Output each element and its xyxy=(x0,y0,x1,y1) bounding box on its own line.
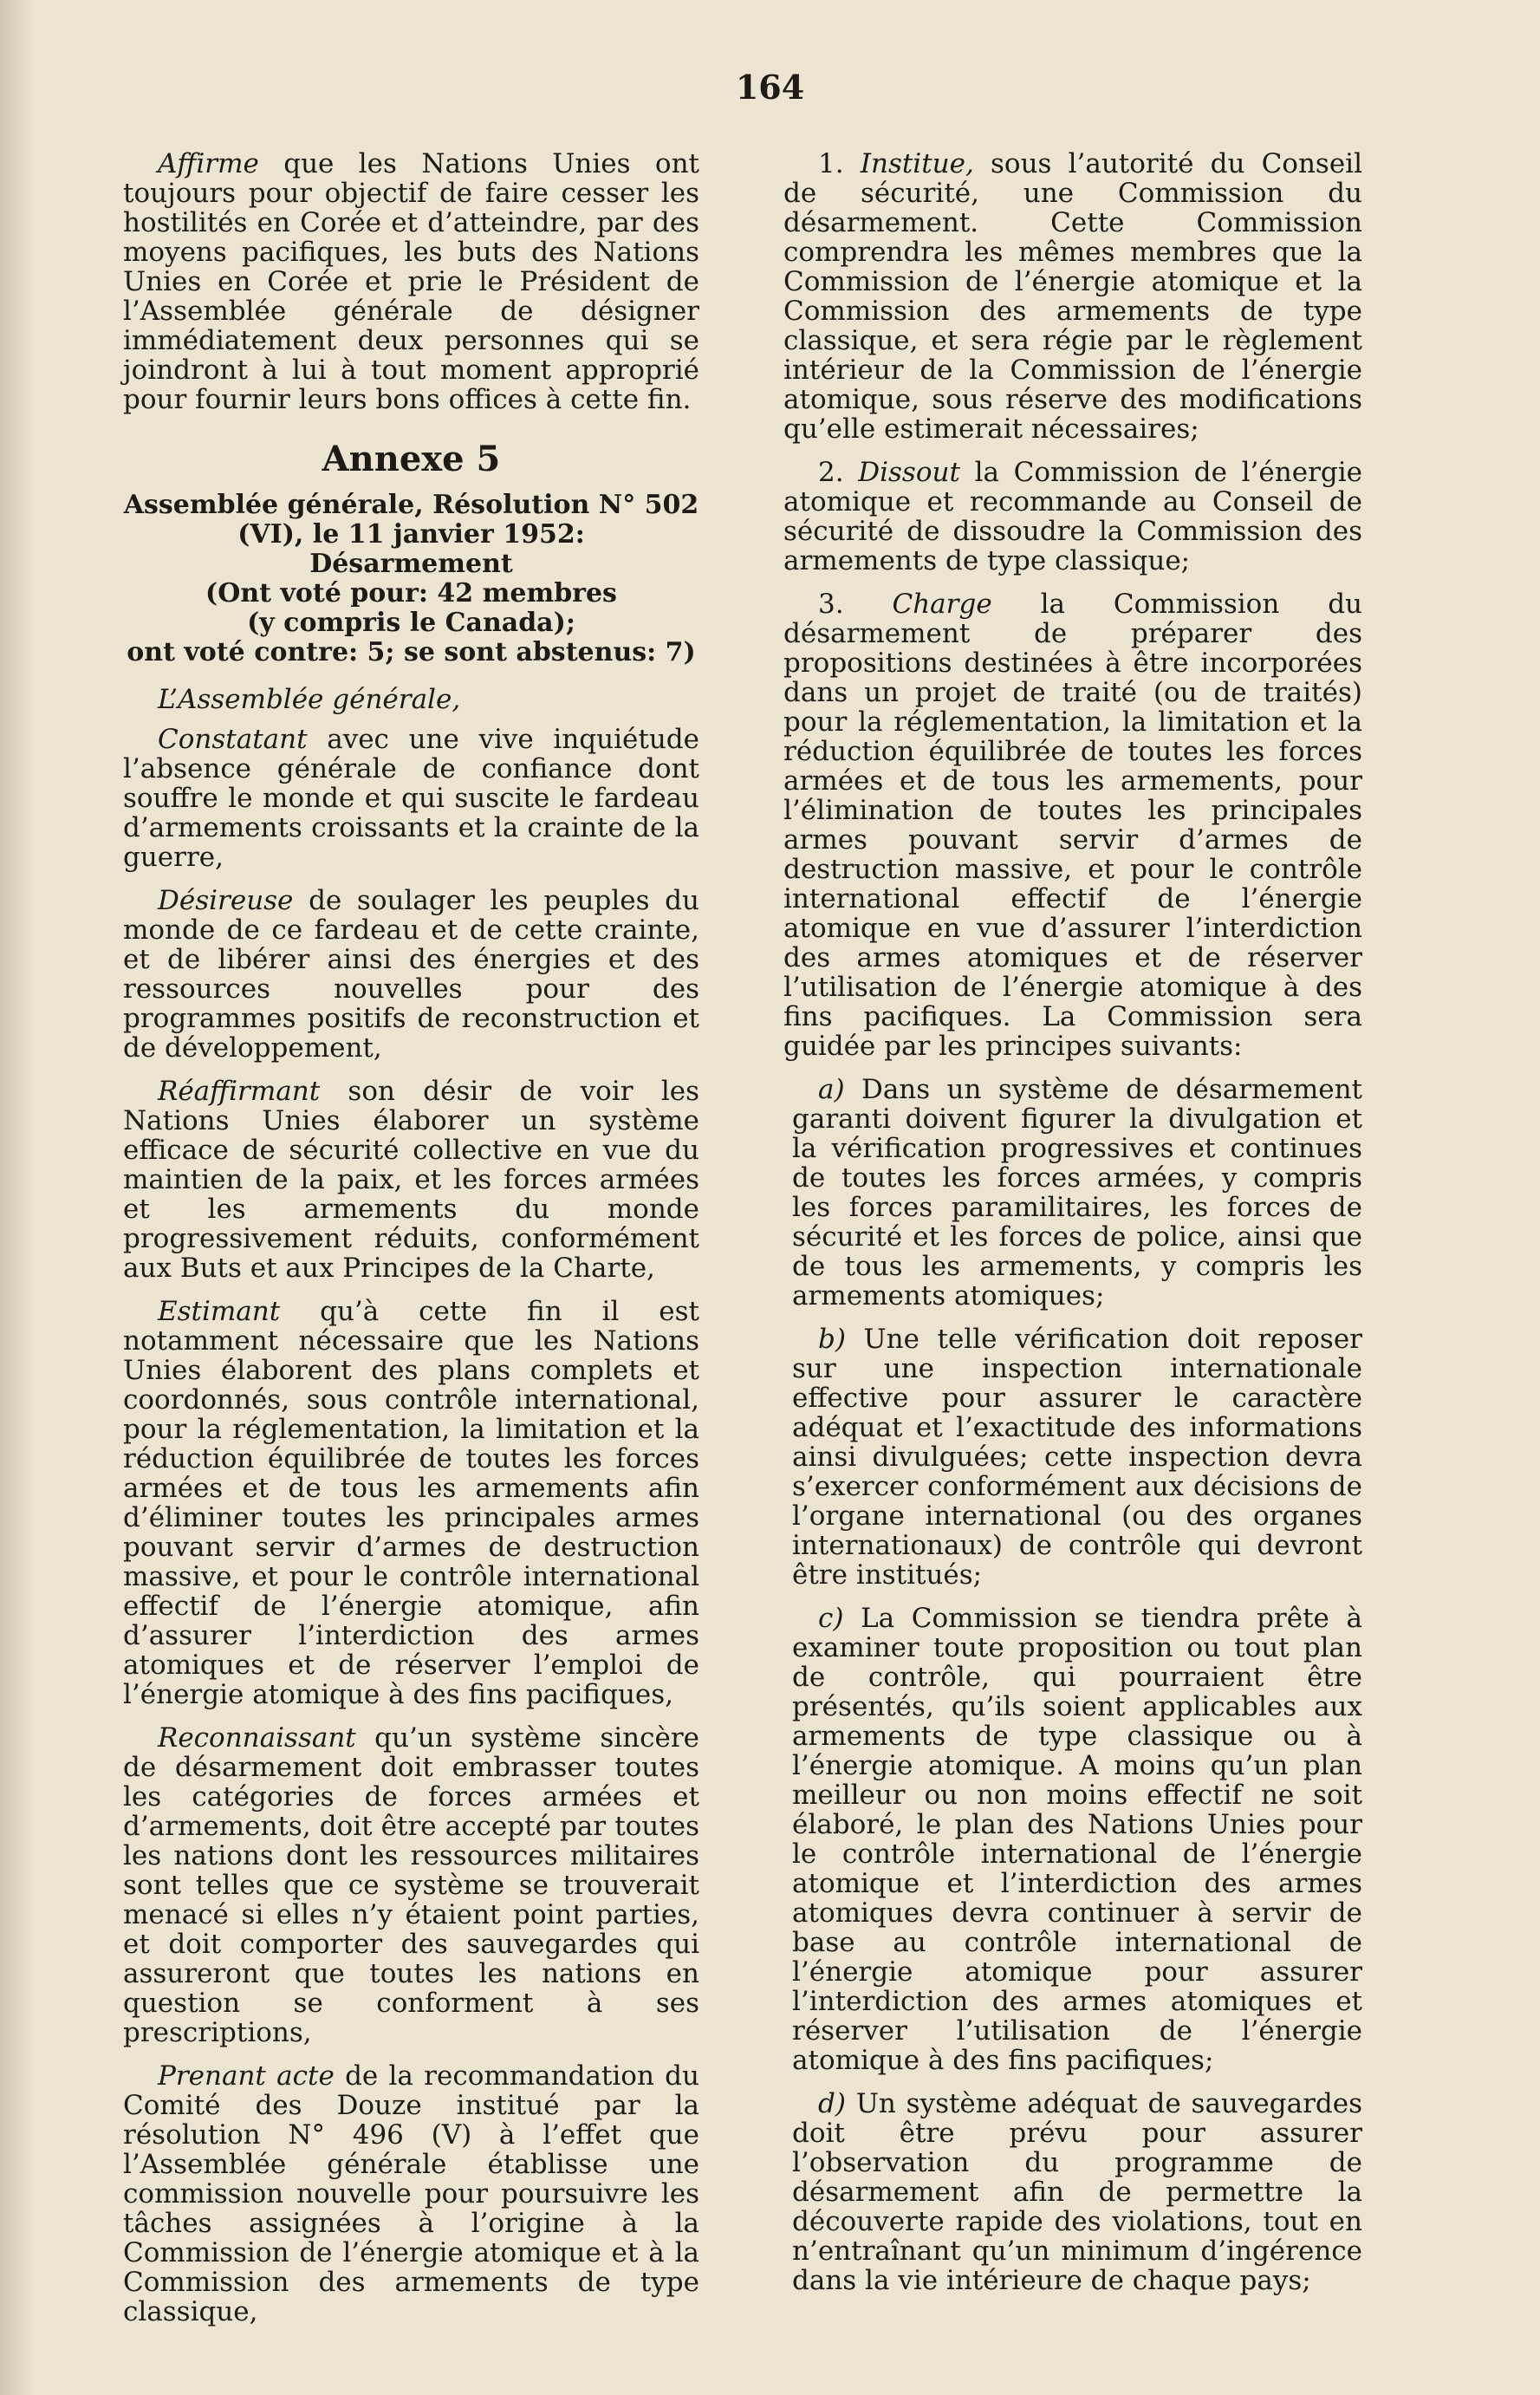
item-text: sous l’autorité du Conseil de sécurité, une Commission du désarmement. Cette Commission comprendra les mêmes membres que la Commission de l’énergie atomique et la Commission des armements de type classique, et sera régie par le règlement intérieur de la Commission de l’énergie atomique, sous réserve des modifications qu’elle estimerait nécessaires; xyxy=(783,148,1362,445)
principles-list xyxy=(783,1075,1362,2295)
principle-letter: d) xyxy=(818,2088,846,2119)
principle-letter: b) xyxy=(818,1324,846,1355)
resolution-line: (VI), le 11 janvier 1952: xyxy=(237,519,585,550)
right-column xyxy=(783,149,1362,2309)
principle-text: Dans un système de désarmement garanti doivent figurer la divulgation et la vérification progressives et continues de toutes les forces armées, y compris les forces paramilitaires, les forces de sécurité et les forces de police, ainsi que de tous les armements, y compris les armements atomiques; xyxy=(792,1074,1362,1311)
paragraph-lead: Désireuse xyxy=(158,885,294,916)
paragraph-text: son désir de voir les Nations Unies élaborer un système efficace de sécurité collective en vue du maintien de la paix, et les forces armées et les armements du monde progressivement réduits, conformément aux Buts et aux Principes de la Charte, xyxy=(123,1076,699,1284)
operative-item xyxy=(783,589,1362,1061)
resolution-heading xyxy=(123,491,699,667)
paragraph-lead: Reconnaissant xyxy=(158,1722,356,1754)
vote-line: ont voté contre: 5; se sont abstenus: 7) xyxy=(127,637,696,667)
intro-text: que les Nations Unies ont toujours pour objectif de faire cesser les hostilités en Corée et d’atteindre, par des moyens pacifiques, les buts des Nations Unies en Corée et prie le Président de l’Assemblée générale de désigner immédiatement deux personnes qui se joindront à lui à tout moment approprié pour fournir leurs bons offices à cette fin. xyxy=(123,148,699,415)
principle-item xyxy=(783,1324,1362,1590)
vote-line: (y compris le Canada); xyxy=(247,608,575,638)
principle-item xyxy=(783,1075,1362,1311)
item-text: la Commission de l’énergie atomique et recommande au Conseil de sécurité de dissoudre la Commission des armements de type classique; xyxy=(783,457,1362,576)
vote-line: (Ont voté pour: 42 membres xyxy=(205,578,617,609)
paragraph-text: de soulager les peuples du monde de ce fardeau et de cette crainte, et de libérer ainsi des énergies et des ressources nouvelles pour des programmes positifs de reconstruction et de développement, xyxy=(123,885,699,1064)
assembly-heading: L’Assemblée générale, xyxy=(158,684,461,715)
principle-item xyxy=(783,1604,1362,2075)
item-lead: Institue, xyxy=(860,148,974,179)
intro-lead: Affirme xyxy=(158,148,259,179)
preamble-paragraph xyxy=(123,1077,699,1283)
intro-paragraph xyxy=(123,149,699,414)
principle-item xyxy=(783,2089,1362,2295)
page-number: 164 xyxy=(735,68,805,107)
paragraph-lead: Prenant acte xyxy=(158,2060,335,2092)
preamble-paragraphs xyxy=(123,725,699,2327)
principle-letter: c) xyxy=(818,1603,844,1634)
annex-title: Annexe 5 xyxy=(322,439,501,479)
item-lead: Dissout xyxy=(858,457,960,488)
operative-item xyxy=(783,458,1362,576)
resolution-line: Assemblée générale, Résolution N° 502 xyxy=(123,490,699,520)
paragraph-lead: Estimant xyxy=(158,1296,281,1327)
item-number: 1. xyxy=(818,148,844,179)
preamble-paragraph xyxy=(123,725,699,872)
item-lead: Charge xyxy=(892,589,992,620)
principle-letter: a) xyxy=(818,1074,845,1105)
operative-items xyxy=(783,149,1362,1061)
paragraph-text: qu’un système sincère de désarmement doit embrasser toutes les catégories de forces armées et d’armements, doit être accepté par toutes les nations dont les ressources militaires sont telles que ce système se trouverait menacé si elles n’y étaient point parties, et doit comporter des sauvegardes qui assureront que toutes les nations en question se conforment à ses prescriptions, xyxy=(123,1722,699,2048)
principle-text: Une telle vérification doit reposer sur une inspection internationale effective pour assurer le caractère adéquat et l’exactitude des informations ainsi divulguées; cette inspection devra s’exercer conformément aux décisions de l’organe international (ou des organes internationaux) de contrôle qui devront être institués; xyxy=(792,1324,1362,1591)
principle-text: La Commission se tiendra prête à examiner toute proposition ou tout plan de contrôle, qui pourraient être présentés, qu’ils soient applicables aux armements de type classique ou à l’énergie atomique. A moins qu’un plan meilleur ou non moins effectif ne soit élaboré, le plan des Nations Unies pour le contrôle international de l’énergie atomique et l’interdiction des armes atomiques devra continuer à servir de base au contrôle international de l’énergie atomique pour assurer l’interdiction des armes atomiques et réserver l’utilisation de l’énergie atomique à des fins pacifiques; xyxy=(792,1603,1362,2076)
paragraph-text: qu’à cette fin il est notamment nécessaire que les Nations Unies élaborent des plans complets et coordonnés, sous contrôle international, pour la réglementation, la limitation et la réduction équilibrée de toutes les forces armées et de tous les armements afin d’éliminer toutes les principales armes pouvant servir d’armes de destruction massive, et pour le contrôle international effectif de l’énergie atomique, afin d’assurer l’interdiction des armes atomiques et de réserver l’emploi de l’énergie atomique à des fins pacifiques, xyxy=(123,1296,699,1710)
item-number: 3. xyxy=(818,589,844,620)
preamble-paragraph xyxy=(123,2061,699,2327)
resolution-line: Désarmement xyxy=(309,549,513,579)
principle-text: Un système adéquat de sauvegardes doit être prévu pour assurer l’observation du programme de désarmement afin de permettre la découverte rapide des violations, tout en n’entraînant qu’un minimum d’ingérence dans la vie intérieure de chaque pays; xyxy=(792,2088,1362,2296)
preamble-paragraph xyxy=(123,1297,699,1709)
item-number: 2. xyxy=(818,457,844,488)
preamble-paragraph xyxy=(123,1723,699,2047)
item-text: la Commission du désarmement de préparer des propositions destinées à être incorporées dans un projet de traité (ou de traités) pour la réglementation, la limitation et la réduction équilibrée de toutes les forces armées et de tous les armements, pour l’élimination de toutes les principales armes pouvant servir d’armes de destruction massive, et pour le contrôle international effectif de l’énergie atomique en vue d’assurer l’interdiction des armes atomiques et de réserver l’utilisation de l’énergie atomique à des fins pacifiques. La Commission sera guidée par les principes suivants: xyxy=(783,589,1363,1062)
preamble-paragraph xyxy=(123,886,699,1063)
page-edge xyxy=(0,0,35,2395)
operative-item xyxy=(783,149,1362,444)
left-column xyxy=(123,149,699,2340)
paragraph-text: avec une vive inquiétude l’absence générale de confiance dont souffre le monde et qui suscite le fardeau d’armements croissants et la crainte de la guerre, xyxy=(123,724,699,873)
paragraph-lead: Réaffirmant xyxy=(158,1076,321,1107)
paragraph-lead: Constatant xyxy=(158,724,308,755)
paragraph-text: de la recommandation du Comité des Douze institué par la résolution N° 496 (V) à l’effet que l’Assemblée générale établisse une commission nouvelle pour poursuivre les tâches assignées à l’origine à la Commission de l’énergie atomique et à la Commission des armements de type classique, xyxy=(123,2060,699,2327)
